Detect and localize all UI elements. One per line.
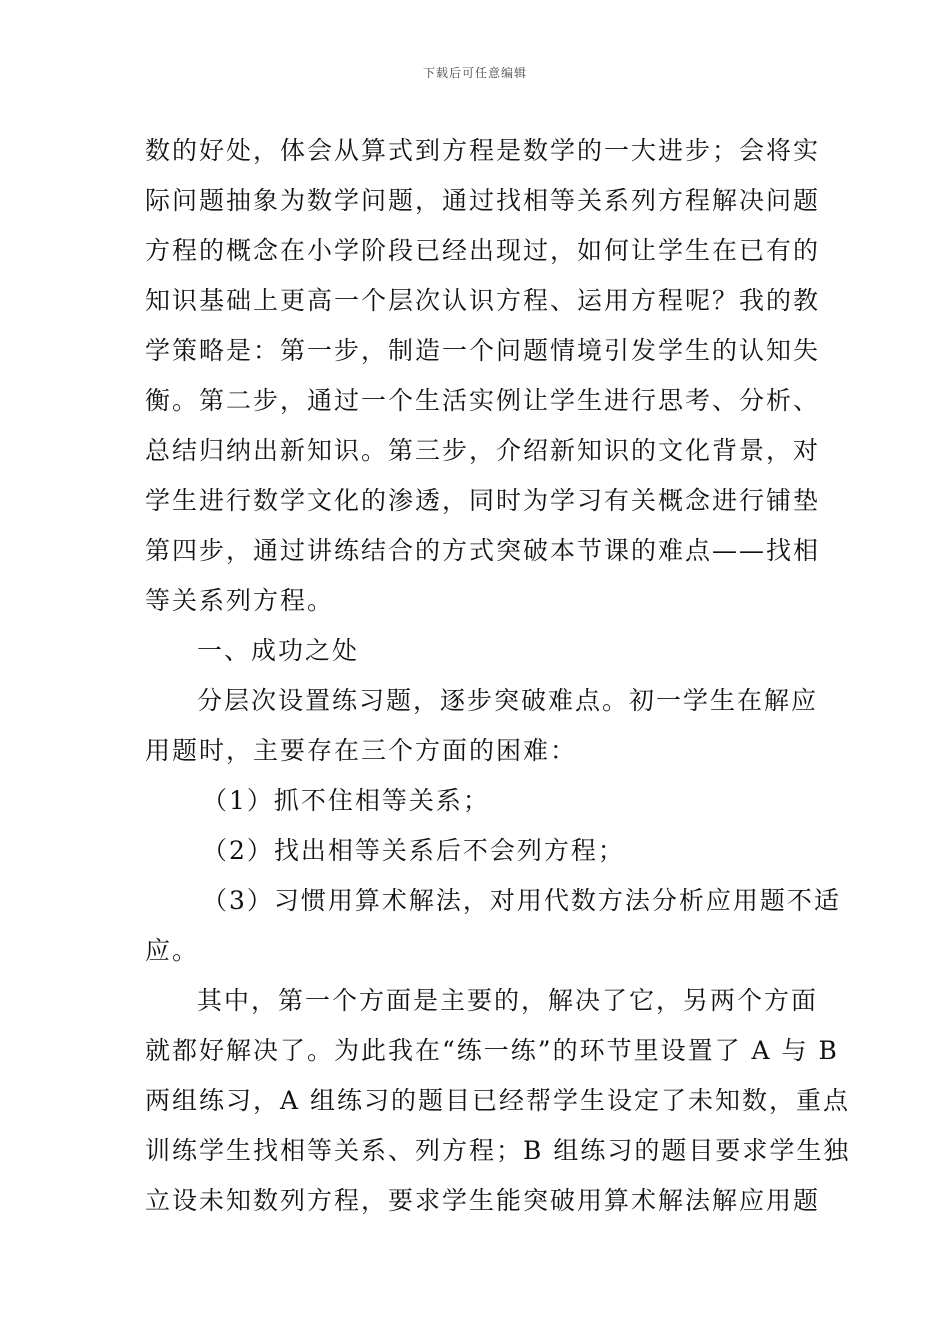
list-item: （3）习惯用算术解法，对用代数方法分析应用题不适 [202, 886, 841, 915]
text-line: 应。 [145, 936, 200, 965]
text-line: 立设未知数列方程，要求学生能突破用算术解法解应用题 [145, 1186, 821, 1215]
text-line: 训练学生找相等关系、列方程；B 组练习的题目要求学生独 [145, 1136, 851, 1165]
text-line: 学生进行数学文化的渗透，同时为学习有关概念进行铺垫 [145, 486, 821, 515]
section-heading: 一、成功之处 [197, 636, 360, 665]
list-item: （1）抓不住相等关系； [202, 786, 490, 815]
text-line: 分层次设置练习题，逐步突破难点。初一学生在解应 [197, 686, 819, 715]
text-line: 第四步，通过讲练结合的方式突破本节课的难点——找相 [145, 536, 821, 565]
text-line: 衡。第二步，通过一个生活实例让学生进行思考、分析、 [145, 386, 821, 415]
text-line: 知识基础上更高一个层次认识方程、运用方程呢？我的教 [145, 286, 821, 315]
text-line: 学策略是：第一步，制造一个问题情境引发学生的认知失 [145, 336, 821, 365]
text-line: 就都好解决了。为此我在“练一练”的环节里设置了 A 与 B [145, 1036, 839, 1065]
text-line: 两组练习，A 组练习的题目已经帮学生设定了未知数，重点 [145, 1086, 851, 1115]
text-line: 方程的概念在小学阶段已经出现过，如何让学生在已有的 [145, 236, 821, 265]
text-line: 总结归纳出新知识。第三步，介绍新知识的文化背景，对 [145, 436, 821, 465]
text-line: 其中，第一个方面是主要的，解决了它，另两个方面 [197, 986, 819, 1015]
text-line: 等关系列方程。 [145, 586, 335, 615]
text-line: 用题时，主要存在三个方面的困难： [145, 736, 578, 765]
text-line: 数的好处，体会从算式到方程是数学的一大进步；会将实 [145, 136, 821, 165]
page-header: 下载后可任意编辑 [422, 66, 527, 80]
text-line: 际问题抽象为数学问题，通过找相等关系列方程解决问题 [145, 186, 821, 215]
list-item: （2）找出相等关系后不会列方程； [202, 836, 625, 865]
